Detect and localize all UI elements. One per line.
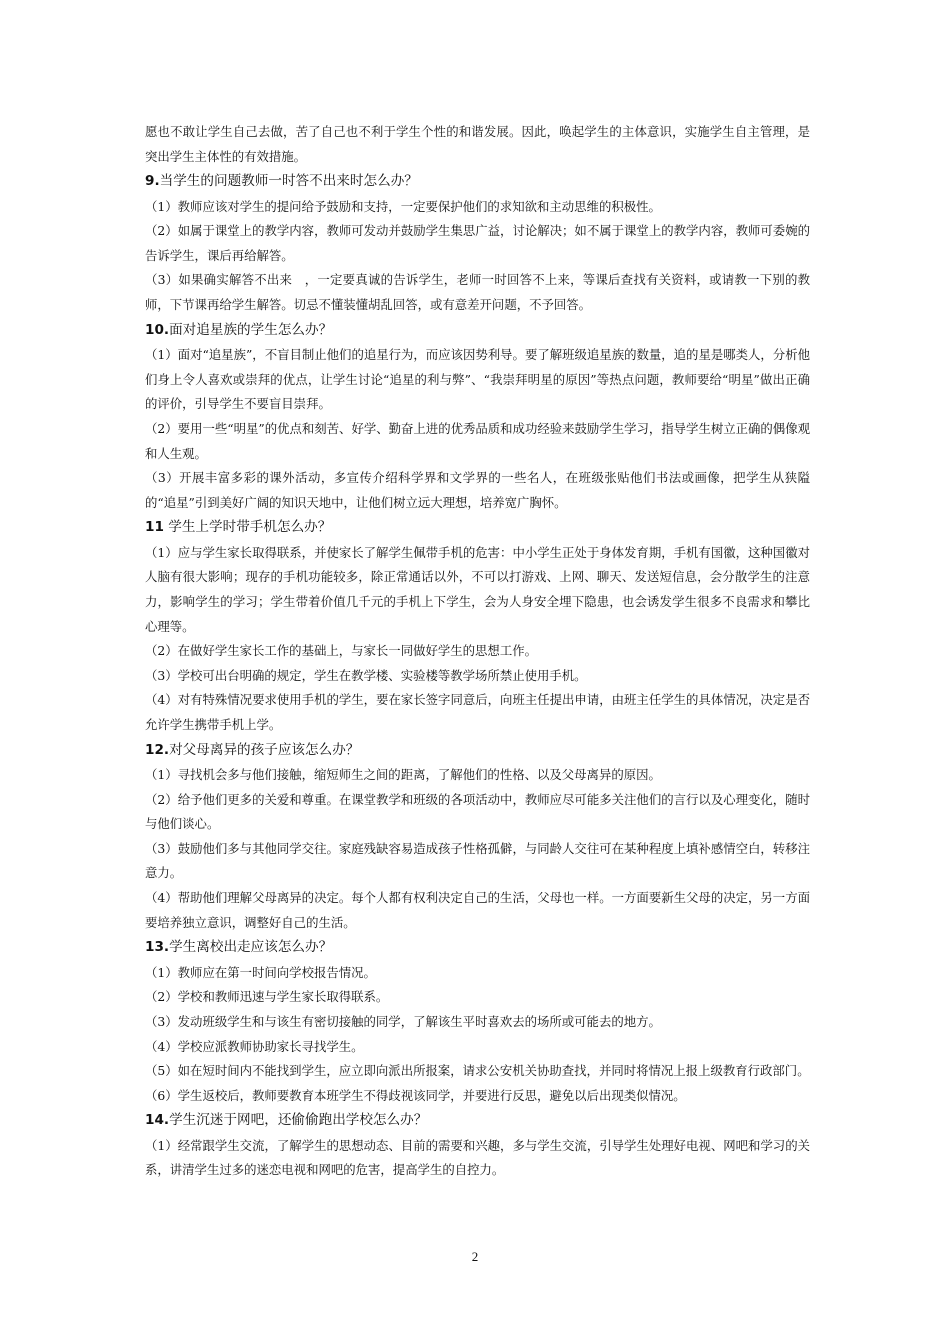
- paragraph: （3）学校可出台明确的规定，学生在教学楼、实验楼等教学场所禁止使用手机。: [145, 667, 587, 683]
- paragraph: （1）面对“追星族”，不盲目制止他们的追星行为，而应该因势利导。要了解班级追星族的数量，追的星是哪类人，分析他们身上令人喜欢或崇拜的优点，让学生讨论“追星的利与弊”、“我崇拜明星的原因”等热点问题，教师要给“明星”做出正确的评价，引导学生不要盲目崇拜。: [145, 347, 810, 412]
- paragraph: （5）如在短时间内不能找到学生，应立即向派出所报案，请求公安机关协助查找，并同时将情况上报上级教育行政部门。: [145, 1063, 810, 1079]
- paragraph: （2）要用一些“明星”的优点和刻苦、好学、勤奋上进的优秀品质和成功经验来鼓励学生学习，指导学生树立正确的偶像观和人生观。: [145, 420, 810, 461]
- section-number: 12.: [145, 741, 170, 758]
- paragraph: （1）寻找机会多与他们接触，缩短师生之间的距离，了解他们的性格、以及父母离异的原因。: [145, 767, 661, 783]
- paragraph: （2）如属于课堂上的教学内容，教师可发动并鼓励学生集思广益，讨论解决；如不属于课堂上的教学内容，教师可委婉的告诉学生，课后再给解答。: [145, 223, 810, 263]
- paragraph: （4）对有特殊情况要求使用手机的学生，要在家长签字同意后，向班主任提出申请，由班主任学生的具体情况，决定是否允许学生携带手机上学。: [145, 692, 810, 732]
- paragraph: （4）学校应派教师协助家长寻找学生。: [145, 1038, 364, 1054]
- paragraph: （1）经常跟学生交流，了解学生的思想动态、目前的需要和兴趣，多与学生交流，引导学生处理好电视、网吧和学习的关系，讲清学生过多的迷恋电视和网吧的危害，提高学生的自控力。: [145, 1137, 810, 1178]
- paragraph: （3）发动班级学生和与该生有密切接触的同学，了解该生平时喜欢去的场所或可能去的地方。: [145, 1013, 661, 1029]
- section-title: 学生离校出走应该怎么办？: [169, 939, 333, 956]
- section-number: 13.: [145, 939, 170, 956]
- paragraph: （2）学校和教师迅速与学生家长取得联系。: [145, 989, 389, 1005]
- paragraph: （4）帮助他们理解父母离异的决定。每个人都有权利决定自己的生活，父母也一样。一方面要新生父母的决定，另一方面要培养独立意识，调整好自己的生活。: [145, 890, 810, 930]
- paragraph: （3）如果确实解答不出来 ，一定要真诚的告诉学生，老师一时回答不上来，等课后查找有关资料，或请教一下别的教师，下节课再给学生解答。切忌不懂装懂胡乱回答，或有意差开问题，不予回答。: [145, 272, 810, 313]
- intro-paragraph: 愿也不敢让学生自己去做，苦了自己也不利于学生个性的和谐发展。因此，唤起学生的主体意识，实施学生自主管理，是突出学生主体性的有效措施。: [145, 124, 810, 164]
- page-number: 2: [471, 1249, 479, 1264]
- section-number: 10.: [145, 321, 170, 338]
- paragraph: （3）开展丰富多彩的课外活动，多宣传介绍科学界和文学界的一些名人，在班级张贴他们书法或画像，把学生从狭隘的“追星”引到美好广阔的知识天地中，让他们树立远大理想，培养宽广胸怀。: [145, 470, 810, 510]
- section-number: 11: [145, 519, 164, 536]
- section-number: 9.: [145, 173, 160, 190]
- paragraph: （2）给予他们更多的关爱和尊重。在课堂教学和班级的各项活动中，教师应尽可能多关注他们的言行以及心理变化，随时与他们谈心。: [145, 791, 810, 832]
- section-number: 14.: [145, 1112, 170, 1129]
- section-title: 学生上学时带手机怎么办？: [163, 519, 332, 536]
- section-heading-13: [145, 935, 810, 961]
- section-title: 当学生的问题教师一时答不出来时怎么办？: [159, 173, 418, 190]
- paragraph: （1）教师应在第一时间向学校报告情况。: [145, 964, 376, 980]
- section-heading-12: [145, 738, 810, 764]
- section-heading-14: [145, 1108, 810, 1134]
- paragraph: （3）鼓励他们多与其他同学交往。家庭残缺容易造成孩子性格孤僻，与同龄人交往可在某种程度上填补感情空白，转移注意力。: [145, 840, 810, 881]
- section-title: 学生沉迷于网吧，还偷偷跑出学校怎么办？: [169, 1112, 428, 1129]
- section-title: 面对追星族的学生怎么办？: [169, 321, 333, 338]
- paragraph: （1）教师应该对学生的提问给予鼓励和支持，一定要保护他们的求知欲和主动思维的积极性。: [145, 198, 661, 214]
- section-heading-9: [145, 169, 810, 195]
- page-content: [145, 120, 810, 1183]
- paragraph: （1）应与学生家长取得联系，并使家长了解学生佩带手机的危害：中小学生正处于身体发育期，手机有国徽，这种国徽对人脑有很大影响；现存的手机功能较多，除正常通话以外，不可以打游戏、上网、聊天、发送短信息，会分散学生的注意力，影响学生的学习；学生带着价值几千元的手机上下学生，会为人身安全埋下隐患，也会诱发学生很多不良需求和攀比心理等。: [145, 544, 810, 634]
- section-title: 对父母离异的孩子应该怎么办？: [169, 741, 360, 758]
- paragraph: （2）在做好学生家长工作的基础上，与家长一同做好学生的思想工作。: [145, 643, 537, 659]
- section-heading-10: [145, 318, 810, 344]
- section-heading-11: [145, 515, 810, 541]
- paragraph: （6）学生返校后，教师要教育本班学生不得歧视该同学，并要进行反思，避免以后出现类似情况。: [145, 1087, 686, 1103]
